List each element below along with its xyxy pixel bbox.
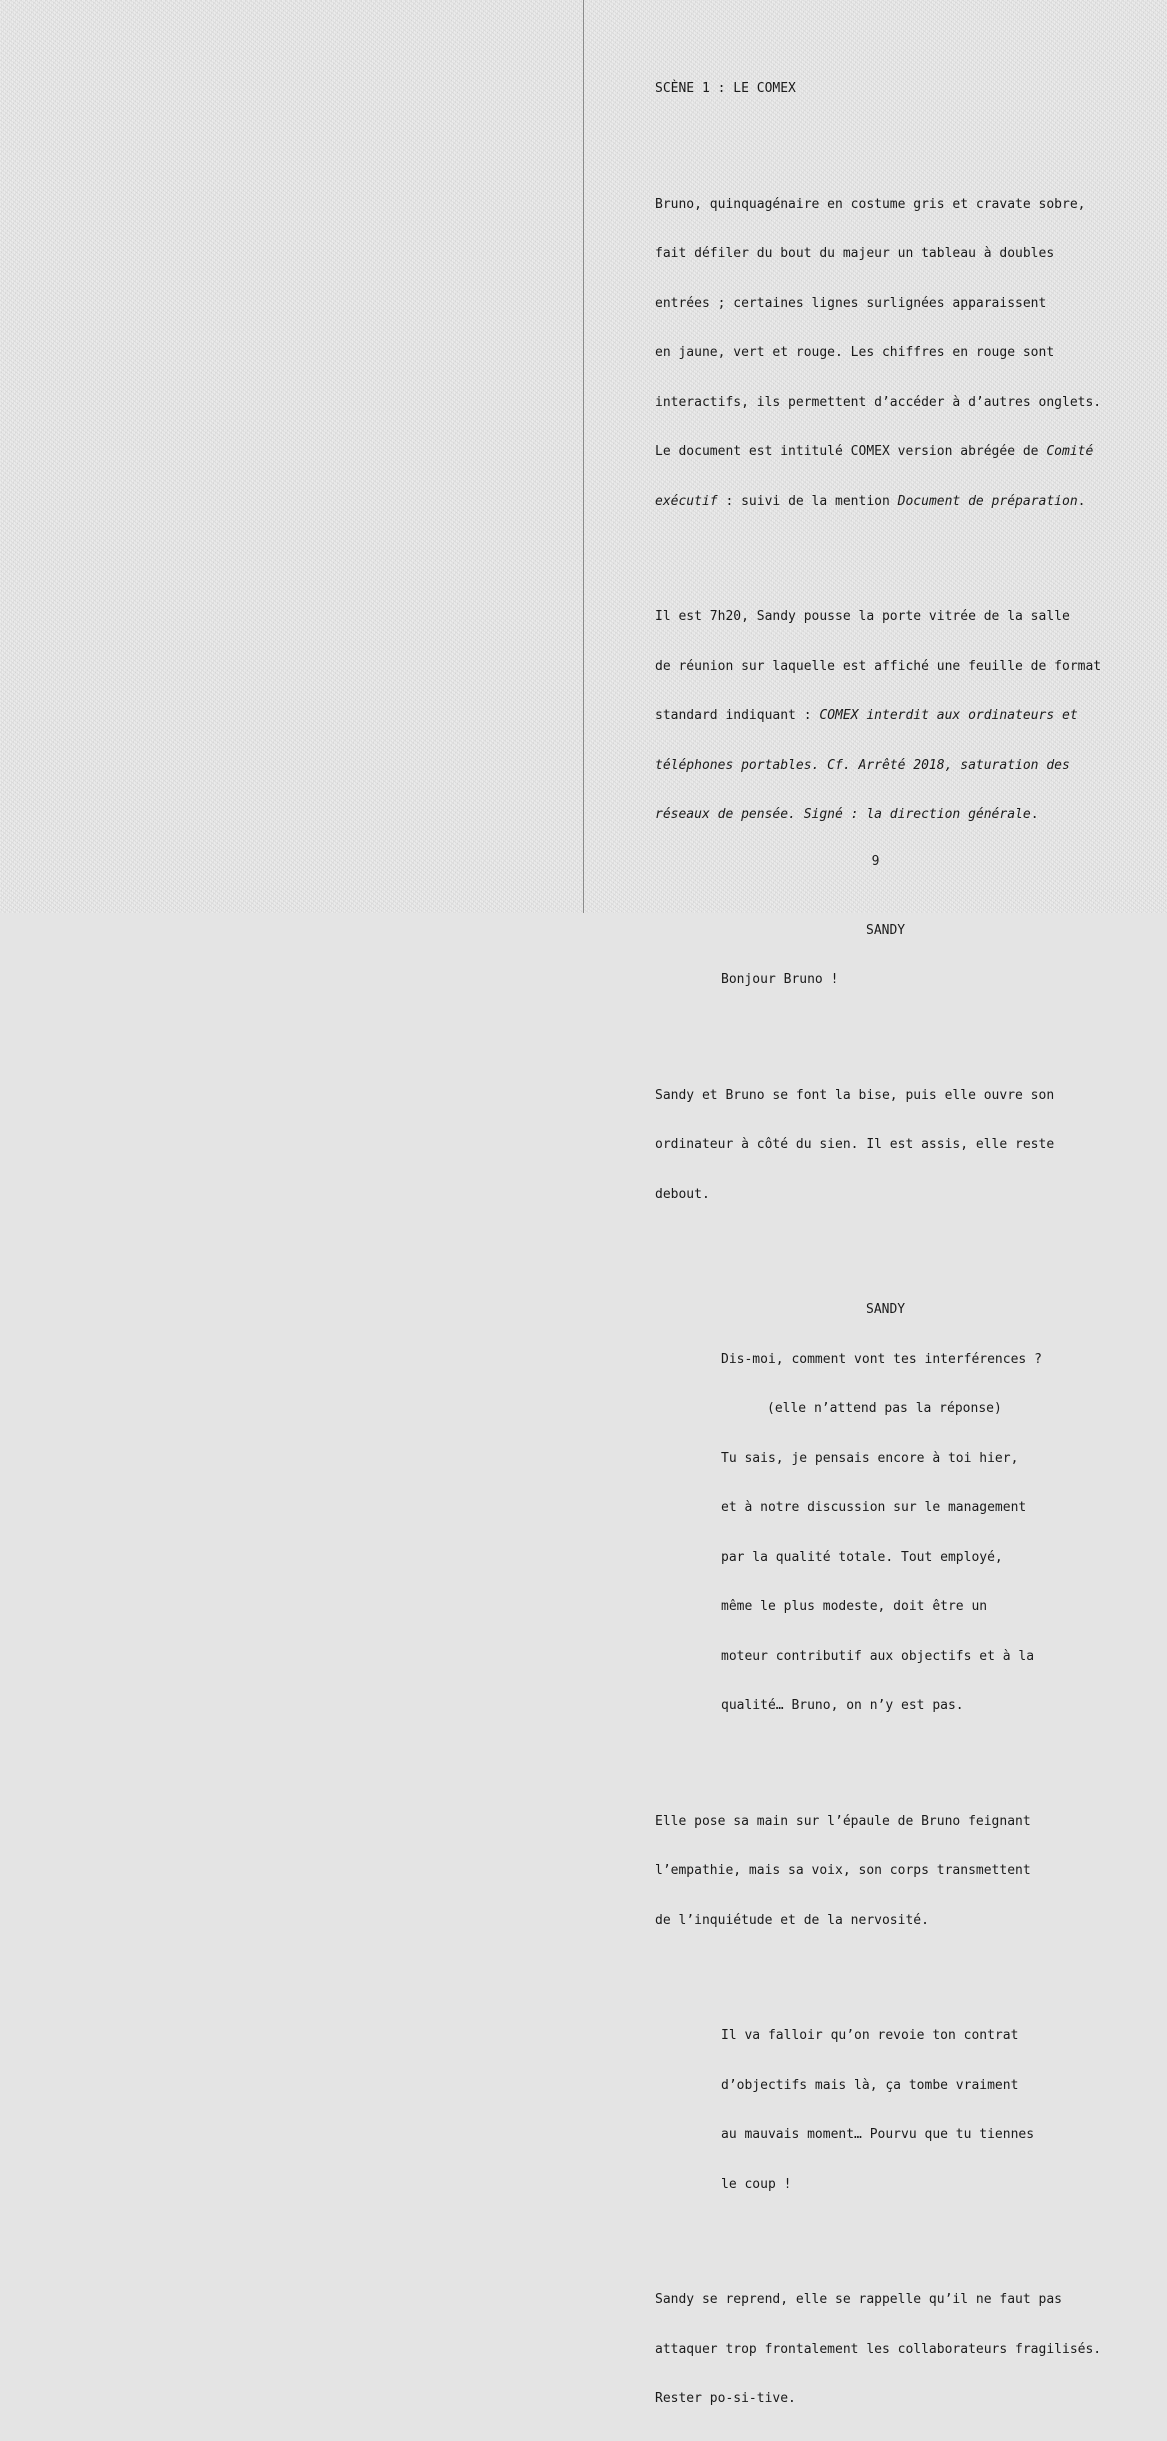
action-line: l’empathie, mais sa voix, son corps transmettent: [655, 1863, 1031, 1878]
action-line: réseaux de pensée. Signé : la direction générale.: [655, 807, 1039, 822]
dialogue-line: le coup !: [721, 2176, 792, 2192]
action-line: attaquer trop frontalement les collaborateurs fragilisés.: [655, 2341, 1102, 2357]
character-name: SANDY: [866, 1302, 906, 1317]
action-line: Sandy et Bruno se font la bise, puis elle ouvre son: [655, 1087, 1055, 1103]
action-line: fait défiler du bout du majeur un tableau à doubles: [655, 246, 1055, 261]
right-page: [584, 0, 1167, 2406]
dialogue-line: Il va falloir qu’on revoie ton contrat: [721, 2028, 1019, 2043]
action-line: Le document est intitulé COMEX version abrégée de Comité: [655, 444, 1094, 459]
dialogue-line: Dis-moi, comment vont tes interférences ?: [721, 1351, 1042, 1367]
action-line: Il est 7h20, Sandy pousse la porte vitrée de la salle: [655, 609, 1070, 624]
action-line: en jaune, vert et rouge. Les chiffres en rouge sont: [655, 345, 1055, 360]
action-line: interactifs, ils permettent d’accéder à d’autres onglets.: [655, 394, 1102, 410]
dialogue-line: d’objectifs mais là, ça tombe vraiment: [721, 2077, 1019, 2093]
action-line: de réunion sur laquelle est affiché une feuille de format: [655, 658, 1102, 674]
page-number: 9: [871, 854, 880, 869]
action-line: exécutif : suivi de la mention Document de préparation.: [655, 493, 1086, 509]
dialogue-line: Tu sais, je pensais encore à toi hier,: [721, 1450, 1019, 1466]
action-line: standard indiquant : COMEX interdit aux ordinateurs et: [655, 708, 1078, 723]
left-page-blank: [0, 0, 583, 913]
action-line: Sandy se reprend, elle se rappelle qu’il ne faut pas: [655, 2292, 1062, 2307]
dialogue-line: moteur contributif aux objectifs et à la: [721, 1648, 1035, 1664]
action-line: de l’inquiétude et de la nervosité.: [655, 1912, 929, 1928]
dialogue-line: par la qualité totale. Tout employé,: [721, 1549, 1003, 1565]
dialogue-line: qualité… Bruno, on n’y est pas.: [721, 1698, 964, 1713]
action-line: entrées ; certaines lignes surlignées apparaissent: [655, 295, 1047, 311]
dialogue-line: au mauvais moment… Pourvu que tu tiennes: [721, 2127, 1035, 2142]
action-line: téléphones portables. Cf. Arrêté 2018, saturation des: [655, 757, 1070, 773]
screenplay-text: [655, 48, 1125, 2441]
character-name: SANDY: [866, 922, 906, 938]
dialogue-line: même le plus modeste, doit être un: [721, 1599, 988, 1614]
action-line: ordinateur à côté du sien. Il est assis, elle reste: [655, 1137, 1055, 1152]
dialogue-line: Bonjour Bruno !: [721, 972, 839, 987]
action-line: Elle pose sa main sur l’épaule de Bruno feignant: [655, 1813, 1031, 1829]
parenthetical: (elle n’attend pas la réponse): [767, 1401, 1002, 1416]
action-line: Bruno, quinquagénaire en costume gris et cravate sobre,: [655, 196, 1086, 212]
action-line: debout.: [655, 1186, 710, 1202]
scene-heading: SCÈNE 1 : LE COMEX: [655, 81, 796, 96]
dialogue-line: et à notre discussion sur le management: [721, 1500, 1027, 1515]
action-line: Rester po-si-tive.: [655, 2391, 796, 2406]
